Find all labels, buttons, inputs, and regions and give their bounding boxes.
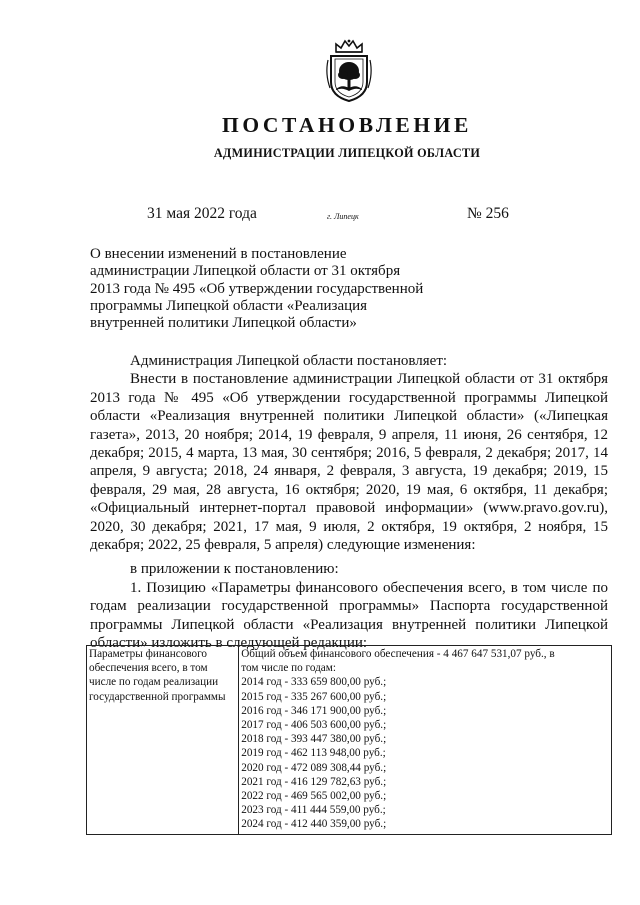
- lipetsk-coat-of-arms-icon: [322, 38, 376, 104]
- heading-line: внутренней политики Липецкой области»: [90, 315, 357, 332]
- financing-line: 2015 год - 335 267 600,00 руб.;: [241, 690, 387, 703]
- financing-line: 2019 год - 462 113 948,00 руб.;: [241, 747, 386, 760]
- financing-line: 2022 год - 469 565 002,00 руб.;: [241, 790, 387, 803]
- table-row: [87, 646, 612, 835]
- body-paragraph: Внести в постановление администрации Липецкой области от 31 октября 2013 года № 495 «Об утверждении государственной программы Липецкой области «Реализация внутренней политики Липецкой области» («Липецкая газета», 2013, 20 ноября; 2014, 19 февраля, 9 апреля, 11 июня, 26 сентября, 12 декабря; 2015, 4 марта, 13 мая, 30 сентября; 2016, 5 февраля, 2 декабря; 2017, 14 апреля, 9 августа; 2018, 24 января, 2 февраля, 3 августа, 19 декабря; 2019, 15 февраля, 29 мая, 28 августа, 16 октября; 2020, 19 мая, 6 октября, 11 декабря; «Официальный интернет-портал правовой информации» (www.pravo.gov.ru), 2020, 30 декабря; 2021, 17 мая, 9 июля, 2 октября, 19 октября, 2 ноября, 15 декабря; 2022, 25 февраля, 5 апреля) следующие изменения:: [90, 371, 608, 554]
- document-heading: [90, 246, 450, 332]
- financing-line: 2016 год - 346 171 900,00 руб.;: [241, 704, 387, 717]
- financing-line: 2018 год - 393 447 380,00 руб.;: [241, 733, 387, 746]
- financing-line: том числе по годам:: [241, 662, 336, 675]
- financing-line: 2021 год - 416 129 782,63 руб.;: [241, 775, 387, 788]
- document-date: 31 мая 2022 года: [147, 205, 257, 222]
- document-city: г. Липецк: [327, 212, 359, 221]
- table-label-cell: Параметры финансового обеспечения всего, в том числе по годам реализации государственной программы: [87, 646, 239, 835]
- document-title: ПОСТАНОВЛЕНИЕ: [222, 113, 472, 137]
- body-paragraph: 1. Позицию «Параметры финансового обеспечения всего, в том числе по годам реализации государственной программы» Паспорта государственной программы Липецкой области «Реализация внутренней политики Липецкой области» изложить в следующей редакции:: [90, 579, 608, 652]
- heading-line: администрации Липецкой области от 31 октября: [90, 263, 401, 280]
- financing-line: 2023 год - 411 444 559,00 руб.;: [241, 804, 386, 817]
- heading-line: О внесении изменений в постановление: [90, 246, 347, 262]
- body-paragraph: Администрация Липецкой области постановляет:: [130, 353, 448, 369]
- issuing-authority: АДМИНИСТРАЦИИ ЛИПЕЦКОЙ ОБЛАСТИ: [213, 146, 481, 160]
- document-body: [90, 352, 608, 653]
- financing-line: 2014 год - 333 659 800,00 руб.;: [241, 676, 387, 689]
- financing-line: 2020 год - 472 089 308,44 руб.;: [241, 761, 387, 774]
- financing-line: 2017 год - 406 503 600,00 руб.;: [241, 719, 387, 732]
- financing-line: Общий объем финансового обеспечения - 4 467 647 531,07 руб., в: [241, 648, 555, 660]
- financing-table: [86, 645, 612, 835]
- heading-line: 2013 года № 495 «Об утверждении государственной: [90, 280, 424, 297]
- financing-line: 2024 год - 412 440 359,00 руб.;: [241, 818, 387, 831]
- body-paragraph: в приложении к постановлению:: [130, 561, 339, 578]
- heading-line: программы Липецкой области «Реализация: [90, 297, 368, 314]
- document-number: № 256: [467, 205, 509, 222]
- table-values-cell: [239, 646, 612, 835]
